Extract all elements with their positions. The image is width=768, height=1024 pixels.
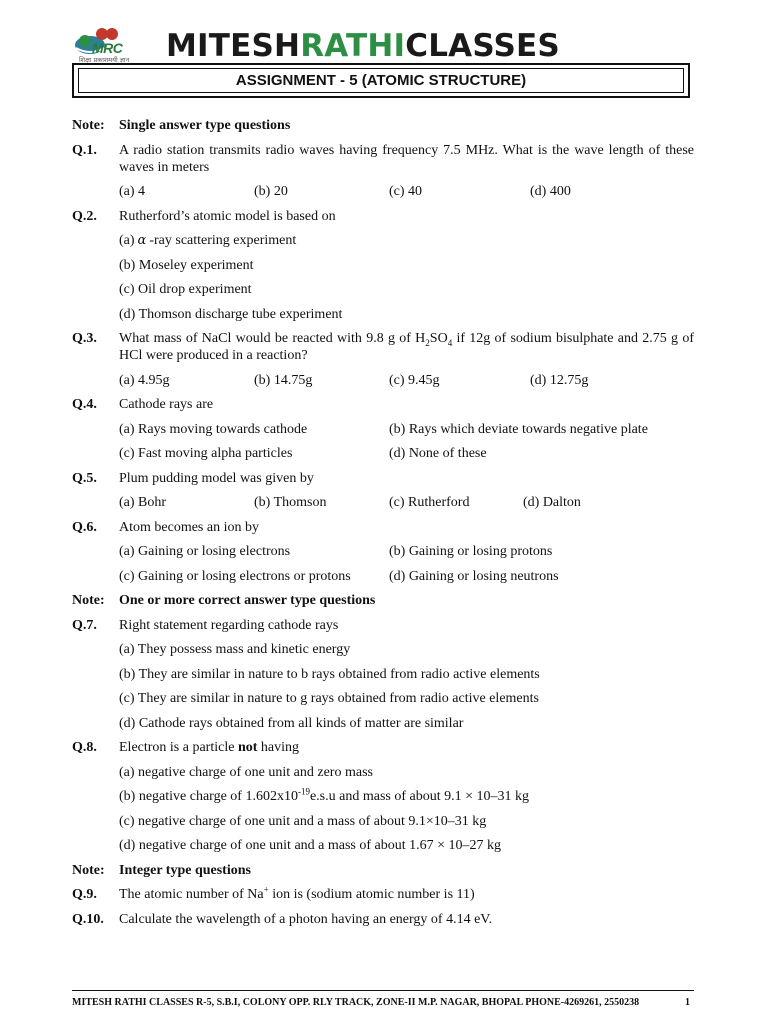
option-a: (a) They possess mass and kinetic energy — [119, 642, 351, 657]
question-text — [119, 886, 694, 903]
option-d: (d) Dalton — [523, 495, 581, 510]
option-b: (b) 14.75g — [254, 372, 313, 388]
assignment-title: ASSIGNMENT - 5 (ATOMIC STRUCTURE) — [78, 68, 684, 93]
options-q6-ab — [119, 543, 694, 560]
note-text: Integer type questions — [119, 862, 251, 878]
option-a: (a) Bohr — [119, 495, 167, 510]
option-a-text: -ray scattering experiment — [149, 233, 297, 248]
option-d: (d) Gaining or losing neutrons — [389, 568, 559, 584]
text-part: Electron is a particle — [119, 740, 238, 755]
page-footer — [72, 990, 694, 1008]
options-q6-cd — [119, 568, 694, 585]
options-q4-ab — [119, 421, 694, 438]
options-q5 — [119, 494, 694, 511]
question-text: Rutherford’s atomic model is based on — [119, 208, 336, 224]
superscript: -19 — [297, 786, 310, 797]
note-label: Note: — [72, 593, 105, 608]
question-text — [119, 739, 694, 756]
question-7 — [72, 617, 694, 634]
option-c: (c) 9.45g — [389, 372, 440, 388]
question-number: Q.10. — [72, 911, 104, 927]
text-part: The atomic number of Na — [119, 887, 264, 902]
option-b: (b) Rays which deviate towards negative plate — [389, 421, 648, 437]
option-b: (b) They are similar in nature to b rays obtained from radio active elements — [119, 666, 540, 682]
subscript: 4 — [447, 337, 453, 348]
brand-part-3: CLASSES — [405, 28, 560, 64]
logo-wordmark: MRC — [92, 40, 123, 56]
options-q4-cd — [119, 445, 694, 462]
page-number: 1 — [685, 997, 690, 1008]
emphasis-not: not — [237, 740, 258, 755]
question-10 — [72, 911, 694, 928]
question-text: Cathode rays are — [119, 397, 214, 412]
question-list — [72, 117, 694, 935]
subscript: 2 — [425, 337, 430, 348]
note-integer-type — [72, 862, 694, 879]
note-multiple-answer — [72, 592, 694, 609]
question-text: Atom becomes an ion by — [119, 519, 259, 535]
option-d: (d) 12.75g — [530, 372, 589, 388]
question-number: Q.8. — [72, 740, 97, 755]
question-number: Q.7. — [72, 617, 97, 633]
options-q1 — [119, 183, 694, 200]
option-c: (c) Rutherford — [389, 495, 470, 510]
question-8 — [72, 739, 694, 756]
option-a: (a) Rays moving towards cathode — [119, 421, 308, 437]
option-a: (a) 4 — [119, 184, 146, 199]
question-1 — [72, 142, 694, 176]
question-number: Q.6. — [72, 519, 97, 535]
option-c: (c) Fast moving alpha particles — [119, 446, 293, 461]
brand-part-2: RATHI — [300, 28, 406, 64]
option-d: (d) negative charge of one unit and a mass of about 1.67 × 10–27 kg — [119, 838, 502, 853]
question-text: Right statement regarding cathode rays — [119, 617, 339, 633]
note-text: One or more correct answer type questions — [119, 593, 376, 608]
question-number: Q.4. — [72, 397, 97, 412]
option-b: (b) Gaining or losing protons — [389, 544, 553, 559]
option-b: (b) Moseley experiment — [119, 257, 254, 273]
question-number: Q.5. — [72, 470, 97, 486]
question-number: Q.2. — [72, 208, 97, 224]
text-part: if 12g of sodium bisulphate and 2.75 g of HCl were produced in a reaction? — [119, 331, 694, 363]
note-text: Single answer type questions — [119, 118, 291, 133]
question-5 — [72, 470, 694, 487]
question-6 — [72, 519, 694, 536]
logo-tagline: शिक्षा प्रकाशमयी ज्ञान — [79, 56, 130, 64]
option-c: (c) 40 — [389, 184, 423, 199]
question-2 — [72, 208, 694, 225]
option-a: (a) 4.95g — [119, 372, 170, 388]
question-number: Q.1. — [72, 142, 97, 158]
question-4 — [72, 396, 694, 413]
option-b: (b) 20 — [254, 184, 288, 199]
option-d: (d) Thomson discharge tube experiment — [119, 306, 343, 322]
page-header — [72, 26, 696, 66]
option-a — [119, 232, 694, 249]
question-number: Q.3. — [72, 331, 97, 346]
note-single-answer — [72, 117, 694, 134]
option-a: (a) Gaining or losing electrons — [119, 544, 291, 559]
text-part: e.s.u and mass of about 9.1 × 10–31 kg — [309, 789, 530, 804]
title-box — [72, 63, 690, 98]
text-part: having — [257, 740, 300, 755]
question-number: Q.9. — [72, 887, 97, 902]
question-text: A radio station transmits radio waves having frequency 7.5 MHz. What is the wave length of these waves in meters — [119, 142, 694, 175]
option-c: (c) Oil drop experiment — [119, 282, 252, 297]
text-part: What mass of NaCl would be reacted with 9.8 g of H — [119, 331, 426, 346]
question-3 — [72, 330, 694, 364]
text-part: (b) negative charge of 1.602x10 — [119, 789, 298, 804]
question-text — [119, 330, 694, 364]
option-a: (a) negative charge of one unit and zero mass — [119, 764, 373, 780]
option-a-prefix: (a) — [119, 233, 135, 248]
brand-part-1: MITESH — [166, 28, 301, 64]
logo — [72, 26, 160, 66]
option-b: (b) Thomson — [254, 495, 327, 510]
note-label: Note: — [72, 862, 105, 878]
note-label: Note: — [72, 118, 105, 133]
option-b — [119, 788, 694, 805]
brand-name — [166, 26, 560, 66]
option-c: (c) Gaining or losing electrons or protons — [119, 568, 351, 584]
question-9 — [72, 886, 694, 903]
option-c: (c) They are similar in nature to g rays obtained from radio active elements — [119, 691, 539, 706]
option-d: (d) None of these — [389, 446, 487, 461]
text-part: ion is (sodium atomic number is 11) — [268, 887, 475, 902]
footer-address: MITESH RATHI CLASSES R-5, S.B.I, COLONY OPP. RLY TRACK, ZONE-II M.P. NAGAR, BHOPAL PHONE-4269261, 2550238 — [72, 997, 640, 1008]
option-c: (c) negative charge of one unit and a mass of about 9.1×10–31 kg — [119, 813, 487, 829]
options-q3 — [119, 372, 694, 389]
option-d: (d) 400 — [530, 184, 571, 199]
superscript: + — [263, 884, 269, 895]
text-part: SO — [429, 331, 448, 346]
option-d: (d) Cathode rays obtained from all kinds of matter are similar — [119, 715, 464, 731]
question-text: Plum pudding model was given by — [119, 470, 314, 486]
alpha-symbol: α — [137, 233, 147, 248]
question-text: Calculate the wavelength of a photon having an energy of 4.14 eV. — [119, 911, 493, 927]
